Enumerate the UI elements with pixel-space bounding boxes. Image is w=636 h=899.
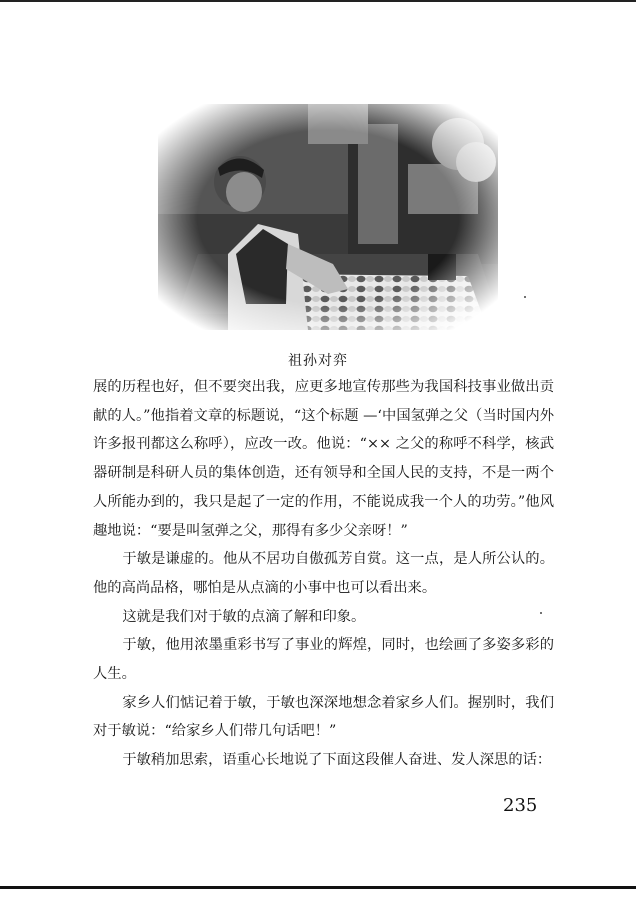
paragraph: 于敏是谦虚的。他从不居功自傲孤芳自赏。这一点，是人所公认的。他的高尚品格，哪怕是从点滴的小事中也可以看出来。: [93, 551, 554, 596]
paragraph-continuation: 展的历程也好，但不要突出我，应更多地宣传那些为我国科技事业做出贡献的人。”他指着文章的标题说，“这个标题 —‘中国氢弹之父（当时国内外许多报刊都这么称呼），应改一改。他说：“×× 之父的称呼不科学，核武器研制是科研人员的集体创造，还有领导和全国人民的支持，不是一两个人所能办到的，我只是起了一定的作用，不能说成我一个人的功劳。”他风趣地说：“要是叫氢弹之父，那得有多少父亲呀！”: [93, 379, 554, 539]
scan-edge-bottom: [0, 886, 636, 889]
scan-edge-top: [0, 0, 636, 2]
paragraph: 家乡人们惦记着于敏，于敏也深深地想念着家乡人们。握别时，我们对于敏说：“给家乡人们带几句话吧！”: [93, 694, 554, 740]
paragraph: 于敏稍加思索，语重心长地说了下面这段催人奋进、发人深思的话：: [122, 752, 552, 769]
paragraph: 于敏，他用浓墨重彩书写了事业的辉煌，同时，也绘画了多姿多彩的人生。: [93, 637, 554, 683]
scan-speck: [524, 296, 526, 298]
photo-caption: 祖孙对弈: [288, 353, 348, 369]
page-number: 235: [503, 795, 538, 816]
paragraph: 这就是我们对于敏的点滴了解和印象。: [122, 608, 366, 625]
photo-grandparent-and-child-playing-chess: [158, 104, 498, 330]
scan-speck: [540, 612, 542, 614]
article-body: [93, 373, 554, 775]
